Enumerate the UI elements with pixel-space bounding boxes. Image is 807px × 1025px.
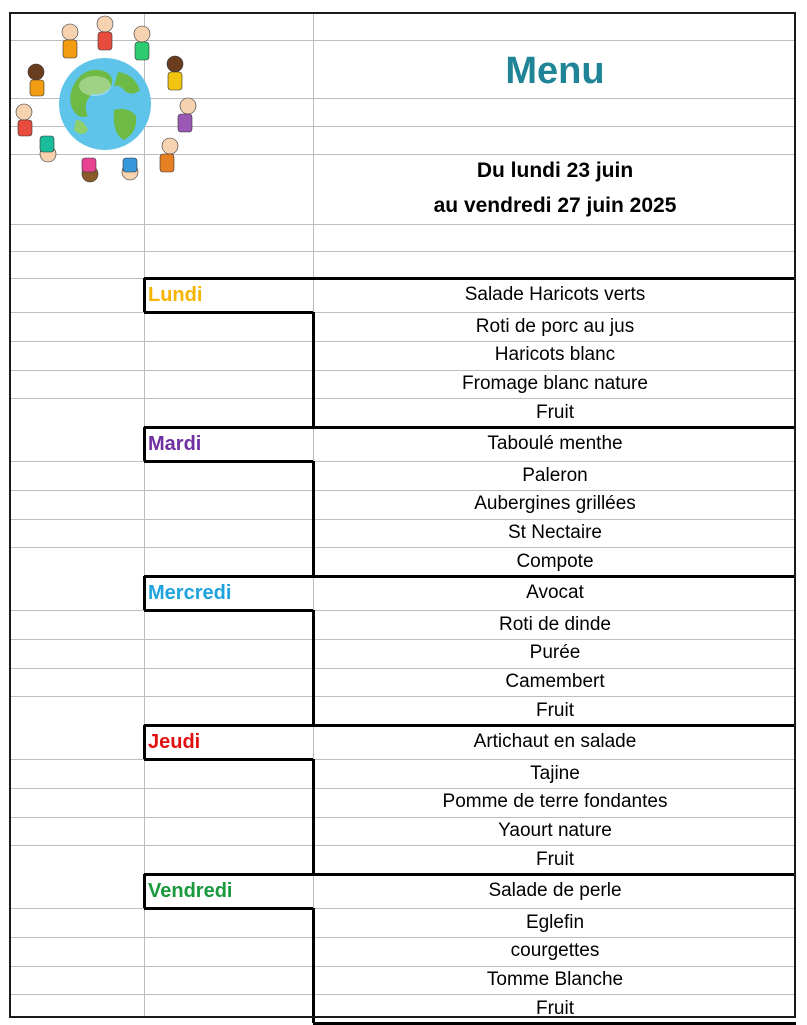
day-block-border — [143, 427, 146, 461]
date-range-line-1: Du lundi 23 juin — [476, 159, 634, 182]
dish-item: Compote — [516, 550, 594, 572]
day-label-mercredi: Mercredi — [148, 582, 232, 604]
dish-item: Purée — [529, 642, 581, 664]
day-block-border — [144, 758, 313, 761]
day-label-vendredi: Vendredi — [148, 880, 233, 902]
day-block-border — [143, 874, 146, 908]
dish-item: Roti de porc au jus — [475, 315, 635, 337]
dish-item: Salade Haricots verts — [464, 284, 646, 305]
day-block-border — [144, 460, 313, 463]
dish-item: Avocat — [526, 582, 584, 603]
day-label-lundi: Lundi — [148, 284, 203, 306]
dish-item: Fruit — [536, 401, 574, 423]
dish-item: Paleron — [522, 464, 588, 486]
day-block-border — [144, 277, 796, 280]
date-range-line-2: au vendredi 27 juin 2025 — [433, 194, 677, 217]
menu-title: Menu — [505, 50, 605, 92]
dish-item: Taboulé menthe — [487, 433, 623, 454]
children-globe-logo — [10, 14, 200, 186]
dish-item: Fruit — [536, 997, 574, 1019]
dish-item: Tajine — [530, 762, 580, 784]
dish-item: Fromage blanc nature — [462, 373, 648, 394]
dish-item: courgettes — [510, 940, 600, 962]
day-block-border — [143, 278, 146, 312]
dish-item: Eglefin — [525, 911, 585, 933]
dish-item: Aubergines grillées — [474, 493, 636, 515]
dish-item: Camembert — [505, 671, 605, 692]
day-block-border — [144, 609, 313, 612]
dish-item: Roti de dinde — [499, 613, 611, 635]
day-block-border — [143, 725, 146, 759]
dish-item: Tomme Blanche — [486, 969, 624, 990]
gridline — [9, 224, 796, 225]
gridline — [9, 251, 796, 252]
day-block-border — [144, 907, 313, 910]
day-label-jeudi: Jeudi — [148, 731, 201, 753]
dish-item: Artichaut en salade — [473, 731, 637, 752]
dish-item: Yaourt nature — [498, 820, 612, 841]
dish-item: Pomme de terre fondantes — [442, 791, 668, 813]
day-label-mardi: Mardi — [148, 433, 202, 455]
day-block-border — [143, 576, 146, 610]
dish-item: St Nectaire — [508, 522, 602, 543]
dish-item: Fruit — [536, 848, 574, 870]
day-block-border — [144, 311, 313, 314]
dish-item: Haricots blanc — [494, 344, 616, 366]
dish-item: Fruit — [536, 699, 574, 721]
dish-item: Salade de perle — [488, 880, 622, 901]
